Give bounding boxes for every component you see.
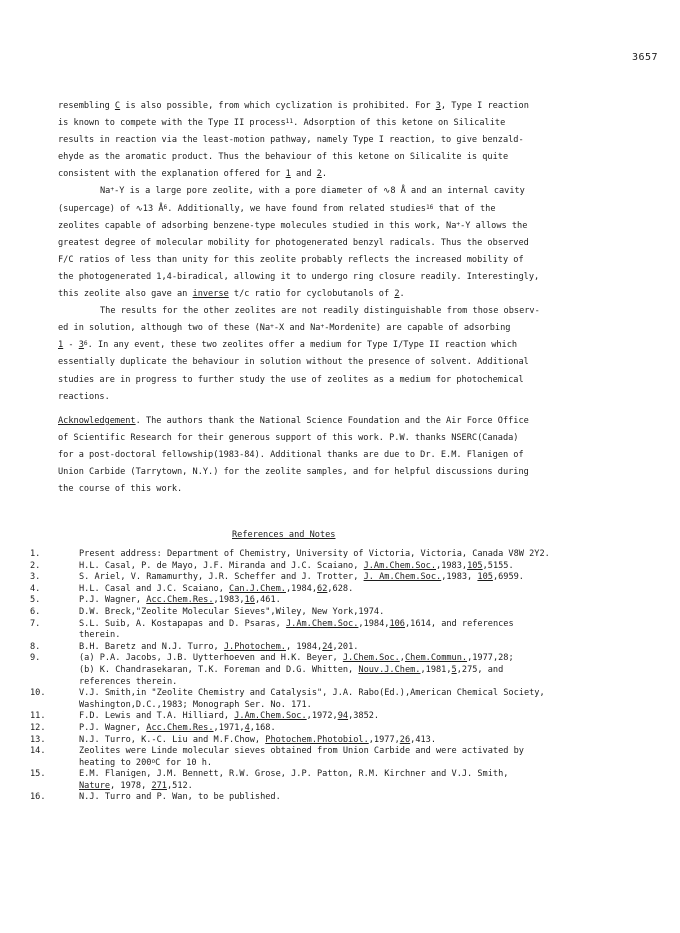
underlined-text: 94 <box>337 711 349 722</box>
underlined-text: Acc.Chem.Res. <box>146 595 214 606</box>
underlined-text: J.Am.Chem.Soc. <box>363 560 437 571</box>
underlined-text: 105 <box>467 560 483 571</box>
reference-number: 14. <box>30 746 46 757</box>
superscript: + <box>320 323 325 331</box>
reference-text: P.J. Wagner, Acc.Chem.Res.,1971,4,168. <box>79 722 276 733</box>
reference-number: 6. <box>30 606 41 617</box>
paragraph <box>58 98 624 183</box>
reference-text: Zeolites were Linde molecular sieves obtained from Union Carbide and were activated by heating to 200$^o$C for 10 h. <box>79 746 524 768</box>
reference-text: D.W. Breck,"Zeolite Molecular Sieves",Wiley, New York,1974. <box>79 606 385 617</box>
underlined-text: J.Am.Chem.Soc. <box>285 618 359 629</box>
superscript: 16 <box>425 203 434 211</box>
text-line: $1 - 3^6$. In any event, these two zeolites offer a medium for Type I/Type II reaction which <box>58 340 518 351</box>
reference-item <box>30 723 650 735</box>
underlined-text: 5 <box>451 664 457 675</box>
text-line: resembling C is also possible, from which cyclization is prohibited. For 3, Type I reaction <box>58 101 529 111</box>
underlined-text: 2 <box>316 169 322 180</box>
reference-item <box>30 549 650 561</box>
reference-item <box>30 619 650 642</box>
references-heading: References and Notes <box>232 530 336 540</box>
reference-text: Present address: Department of Chemistry, University of Victoria, Victoria, Canada V8W 2Y2. <box>79 549 550 559</box>
reference-text: (a) P.A. Jacobs, J.B. Uytterhoeven and H.K. Beyer, J.Chem.Soc.,Chem.Commun.,1977,28; (b) K. Chandrasekaran, T.K. Foreman and D.G. Whitten, Nouv.J.Chem.,1981,5,275, and references therein. <box>79 653 514 687</box>
underlined-text: 62 <box>317 583 328 594</box>
text-line: consistent with the explanation offered for 1 and 2. <box>58 169 328 180</box>
reference-text: S.L. Suib, A. Kostapapas and D. Psaras, J.Am.Chem.Soc.,1984,106,1614, and references therein. <box>79 618 514 641</box>
text-line: Na+-Y is a large pore zeolite, with a pore diameter of ∿8 Å and an internal cavity <box>100 186 525 197</box>
reference-item <box>30 711 650 723</box>
reference-text: N.J. Turro, K.-C. Liu and M.F.Chow, Photochem.Photobiol.,1977,26,413. <box>79 734 437 745</box>
superscript: 6 <box>163 203 168 211</box>
text-line: ed in solution, although two of these (Na+-X and Na+-Mordenite) are capable of adsorbing <box>58 323 511 334</box>
reference-number: 15. <box>30 769 46 780</box>
text-line: reactions. <box>58 391 110 402</box>
superscript: + <box>270 323 274 331</box>
reference-item <box>30 595 650 607</box>
underlined-text: Nouv.J.Chem. <box>358 664 421 675</box>
superscript: 11 <box>285 118 294 126</box>
reference-item <box>30 607 650 619</box>
superscript: 6 <box>83 340 88 348</box>
reference-text: V.J. Smith,in "Zeolite Chemistry and Catalysis", J.A. Rabo(Ed.),American Chemical Society, Washington,D.C.,1983; Monograph Ser. No. 171. <box>79 688 545 710</box>
reference-number: 8. <box>30 641 41 652</box>
reference-item <box>30 561 650 573</box>
text-line: for a post-doctoral fellowship(1983-84). Additional thanks are due to Dr. E.M. Flanigen of <box>58 449 524 460</box>
reference-number: 10. <box>30 688 46 699</box>
reference-number: 4. <box>30 583 41 594</box>
reference-text: S. Ariel, V. Ramamurthy, J.R. Scheffer and J. Trotter, J. Am.Chem.Soc.,1983, 105,6959. <box>79 572 524 583</box>
reference-text: B.H. Baretz and N.J. Turro, J.Photochem., 1984,24,201. <box>79 641 359 652</box>
text-line: (supercage) of ∿13 $Å^6$. Additionally, we have found from related studies$^{16}$ that of the <box>58 203 496 214</box>
underlined-text: 4 <box>244 722 250 733</box>
paragraph <box>58 303 624 406</box>
text-line: studies are in progress to further study the use of zeolites as a medium for photochemical <box>58 374 524 385</box>
underlined-text: Nature <box>79 780 111 791</box>
reference-text: F.D. Lewis and T.A. Hilliard, J.Am.Chem.Soc.,1972,94,3852. <box>79 711 380 722</box>
paragraph <box>58 183 624 303</box>
reference-number: 3. <box>30 572 41 583</box>
reference-item <box>30 735 650 747</box>
reference-number: 1. <box>30 549 41 559</box>
underlined-text: Can.J.Chem. <box>229 583 286 594</box>
underlined-text: J.Am.Chem.Soc. <box>234 711 307 722</box>
references-list <box>30 549 650 804</box>
underlined-text: 16 <box>244 595 255 606</box>
reference-item <box>30 572 650 584</box>
text-line: ehyde as the aromatic product. Thus the behaviour of this ketone on Silicalite is quite <box>58 152 509 163</box>
superscript: + <box>456 220 461 228</box>
reference-text: H.L. Casal and J.C. Scaiano, Can.J.Chem.,1984,62,628. <box>79 583 354 594</box>
reference-number: 9. <box>30 653 41 664</box>
reference-text: E.M. Flanigen, J.M. Bennett, R.W. Grose, J.P. Patton, R.M. Kirchner and V.J. Smith, Nature, 1978, 271,512. <box>79 769 509 791</box>
reference-text: P.J. Wagner, Acc.Chem.Res.,1983,16,461. <box>79 595 281 606</box>
reference-item <box>30 688 650 711</box>
text-line: results in reaction via the least-motion pathway, namely Type I reaction, to give benzald- <box>58 135 524 146</box>
underlined-text: Acc.Chem.Res. <box>146 722 214 733</box>
text-line: greatest degree of molecular mobility for photogenerated benzyl radicals. Thus the observed <box>58 237 529 248</box>
superscript: + <box>110 186 115 194</box>
underlined-text: 271 <box>151 780 167 791</box>
reference-number: 2. <box>30 560 41 571</box>
reference-number: 7. <box>30 618 41 629</box>
body-text <box>58 98 624 498</box>
reference-text: N.J. Turro and P. Wan, to be published. <box>79 792 281 803</box>
reference-text: H.L. Casal, P. de Mayo, J.F. Miranda and J.C. Scaiano, J.Am.Chem.Soc.,1983,105,5155. <box>79 560 514 571</box>
reference-number: 5. <box>30 595 41 606</box>
reference-number: 13. <box>30 734 46 745</box>
underlined-text: 26 <box>399 734 411 745</box>
reference-number: 12. <box>30 722 46 733</box>
reference-item <box>30 653 650 688</box>
underlined-text: 24 <box>322 641 333 652</box>
underlined-text: J. Am.Chem.Soc. <box>363 572 442 583</box>
reference-item <box>30 792 650 804</box>
reference-item <box>30 769 650 792</box>
underlined-text: J.Photochem. <box>223 641 286 652</box>
reference-number: 16. <box>30 792 46 803</box>
text-line: of Scientific Research for their generous support of this work. P.W. thanks NSERC(Canada) <box>58 432 519 443</box>
underlined-text: 106 <box>389 618 405 629</box>
text-line: zeolites capable of adsorbing benzene-type molecules studied in this work, Na+-Y allows the <box>58 220 528 231</box>
underlined-text: inverse <box>192 289 229 300</box>
underlined-text: Acknowledgement <box>58 415 136 426</box>
text-line: this zeolite also gave an inverse t/c ratio for cyclobutanols of 2. <box>58 289 405 300</box>
underlined-text: J.Chem.Soc. <box>342 653 400 664</box>
text-line: Union Carbide (Tarrytown, N.Y.) for the zeolite samples, and for helpful discussions during <box>58 466 529 477</box>
superscript: o <box>151 757 156 765</box>
text-line: Acknowledgement. The authors thank the National Science Foundation and the Air Force Office <box>58 415 529 426</box>
reference-number: 11. <box>30 711 46 722</box>
underlined-text: C <box>114 101 121 111</box>
text-line: F/C ratios of less than unity for this zeolite probably reflects the increased mobility of <box>58 254 524 265</box>
text-line: is known to compete with the Type II process$^{11}$. Adsorption of this ketone on Silicalite <box>58 118 506 129</box>
text-line: the photogenerated 1,4-biradical, allowing it to undergo ring closure readily. Interestingly, <box>58 271 540 282</box>
underlined-text: 1 <box>58 340 64 351</box>
text-line: the course of this work. <box>58 484 183 495</box>
text-line: The results for the other zeolites are not readily distinguishable from those observ- <box>100 306 540 317</box>
acknowledgement-paragraph <box>58 413 624 498</box>
underlined-text: Chem.Commun. <box>404 653 468 664</box>
underlined-text: 3 <box>435 101 441 111</box>
underlined-text: 3 <box>78 340 84 351</box>
reference-item <box>30 642 650 654</box>
reference-item <box>30 746 650 769</box>
underlined-text: 1 <box>285 169 291 180</box>
reference-item <box>30 584 650 596</box>
underlined-text: 105 <box>477 572 493 583</box>
text-line: essentially duplicate the behaviour in solution without the presence of solvent. Additional <box>58 357 529 368</box>
underlined-text: Photochem.Photobiol. <box>265 734 369 745</box>
page-number: 3657 <box>632 52 659 63</box>
underlined-text: 2 <box>394 289 400 300</box>
